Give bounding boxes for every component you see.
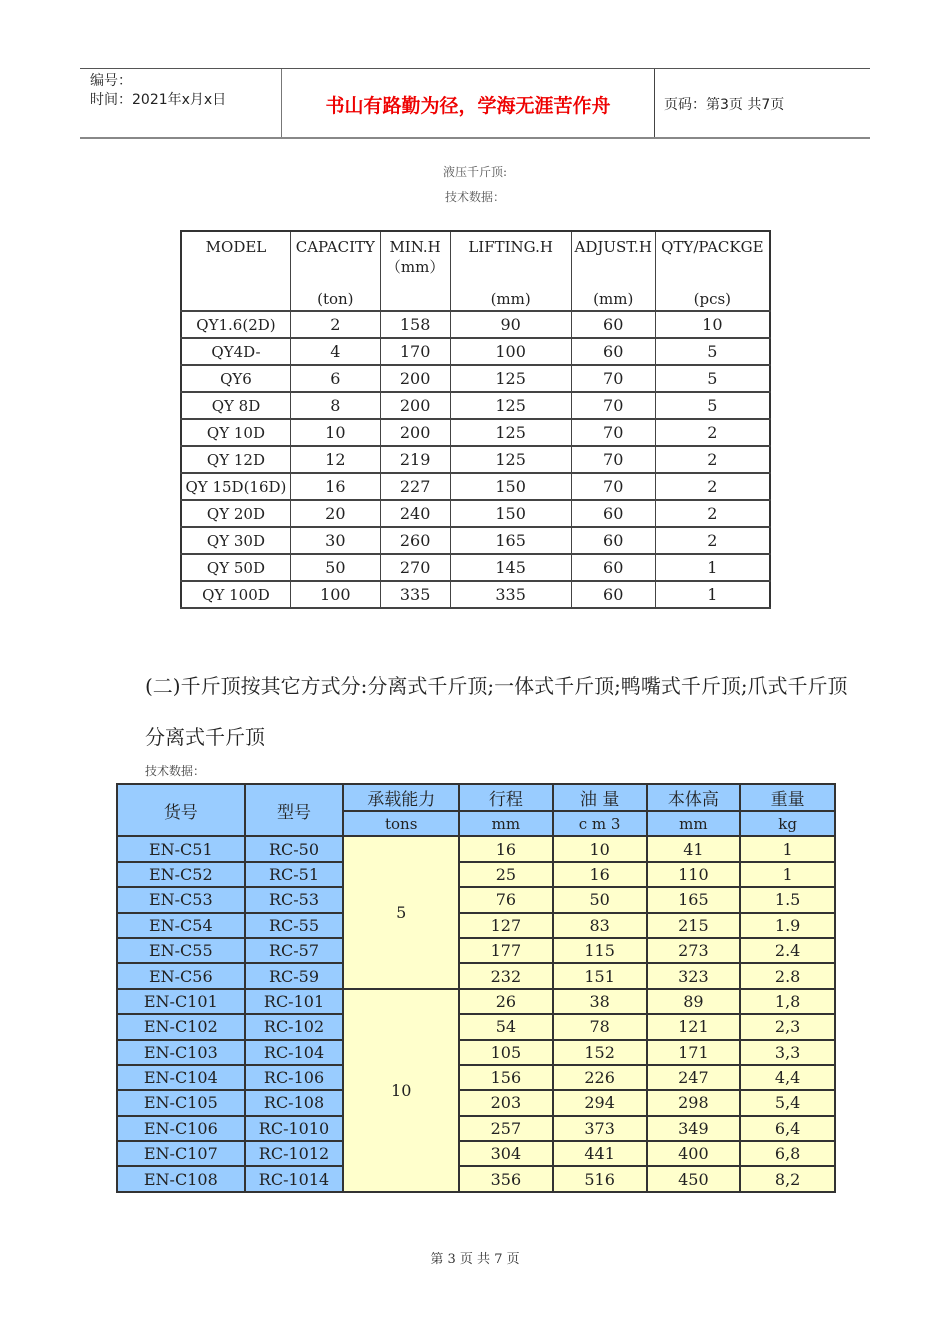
- table-cell: 30: [290, 527, 380, 554]
- table-row: [117, 1065, 835, 1090]
- column-unit: (pcs): [693, 290, 732, 308]
- item-number-cell: EN-C56: [117, 963, 245, 988]
- table-cell: 270: [380, 554, 450, 581]
- item-number-cell: EN-C104: [117, 1065, 245, 1090]
- section2-heading: (二)千斤顶按其它方式分:分离式千斤顶;一体式千斤顶;鸭嘴式千斤顶;爪式千斤顶: [145, 674, 848, 698]
- table-cell: 2: [290, 311, 380, 338]
- model-cell: QY 15D(16D): [181, 473, 290, 500]
- table-cell: 165: [647, 887, 741, 912]
- table-cell: 400: [647, 1141, 741, 1166]
- table-cell: 1: [740, 836, 835, 861]
- table-cell: 335: [380, 581, 450, 608]
- table-cell: 257: [459, 1116, 553, 1141]
- column-header: [655, 231, 770, 311]
- table-cell: 200: [380, 365, 450, 392]
- header-meta: [90, 72, 226, 110]
- model-cell: RC-102: [245, 1014, 344, 1039]
- table-cell: 170: [380, 338, 450, 365]
- table-cell: 10: [553, 836, 647, 861]
- section2-subtitle: 技术数据：: [145, 764, 206, 778]
- section2-subheading: 分离式千斤顶: [145, 725, 265, 749]
- table-cell: 450: [647, 1166, 741, 1191]
- model-cell: RC-57: [245, 938, 344, 963]
- capacity-cell: 5: [343, 836, 459, 988]
- table-cell: 90: [450, 311, 571, 338]
- table-cell: 203: [459, 1090, 553, 1115]
- column-header: [290, 231, 380, 311]
- table-cell: 89: [647, 989, 741, 1014]
- table-cell: 3,3: [740, 1040, 835, 1065]
- table-cell: 177: [459, 938, 553, 963]
- table-cell: 2.8: [740, 963, 835, 988]
- table-cell: 273: [647, 938, 741, 963]
- model-cell: RC-1012: [245, 1141, 344, 1166]
- table-cell: 247: [647, 1065, 741, 1090]
- column-header: 行程: [459, 784, 553, 811]
- table-cell: 16: [459, 836, 553, 861]
- table-row: [181, 473, 770, 500]
- page-footer: 第 3 页 共 7 页: [430, 1252, 520, 1267]
- table-cell: 70: [571, 473, 655, 500]
- section1-title: 液压千斤顶:: [442, 165, 508, 179]
- column-unit: c m 3: [553, 811, 647, 836]
- table-cell: 110: [647, 862, 741, 887]
- table-cell: 240: [380, 500, 450, 527]
- model-cell: RC-51: [245, 862, 344, 887]
- column-header: 本体高: [647, 784, 741, 811]
- table-row: [117, 1166, 835, 1191]
- model-cell: RC-1014: [245, 1166, 344, 1191]
- table-cell: 1.5: [740, 887, 835, 912]
- table-cell: 215: [647, 913, 741, 938]
- table-cell: 10: [655, 311, 770, 338]
- table-cell: 5,4: [740, 1090, 835, 1115]
- table-cell: 60: [571, 581, 655, 608]
- header-row: [117, 784, 835, 811]
- table-cell: 70: [571, 419, 655, 446]
- column-header: 货号: [117, 784, 245, 836]
- table-cell: 151: [553, 963, 647, 988]
- model-cell: RC-55: [245, 913, 344, 938]
- table-row: [117, 1014, 835, 1039]
- table-cell: 10: [290, 419, 380, 446]
- table-cell: 150: [450, 473, 571, 500]
- page-header: [80, 68, 870, 139]
- table-cell: 100: [450, 338, 571, 365]
- column-name: MIN.H（mm）: [385, 238, 445, 276]
- item-number-cell: EN-C53: [117, 887, 245, 912]
- column-header: 型号: [245, 784, 344, 836]
- model-cell: RC-53: [245, 887, 344, 912]
- table-cell: 1,8: [740, 989, 835, 1014]
- table-cell: 76: [459, 887, 553, 912]
- column-unit: mm: [647, 811, 741, 836]
- table-cell: 6: [290, 365, 380, 392]
- table-cell: 349: [647, 1116, 741, 1141]
- table-cell: 2: [655, 500, 770, 527]
- column-header: 承载能力: [343, 784, 459, 811]
- column-header: [181, 231, 290, 311]
- item-number-cell: EN-C54: [117, 913, 245, 938]
- column-unit: (ton): [317, 290, 354, 308]
- table-row: [181, 311, 770, 338]
- table-row: [117, 938, 835, 963]
- table-row: [117, 836, 835, 861]
- table-cell: 70: [571, 446, 655, 473]
- table-row: [117, 963, 835, 988]
- column-name: MODEL: [205, 238, 267, 256]
- table-cell: 60: [571, 311, 655, 338]
- table-cell: 70: [571, 365, 655, 392]
- model-cell: RC-50: [245, 836, 344, 861]
- table-cell: 1: [655, 581, 770, 608]
- table-row: [117, 1040, 835, 1065]
- table-cell: 226: [553, 1065, 647, 1090]
- model-cell: QY 50D: [181, 554, 290, 581]
- column-name: QTY/PACKGE: [661, 238, 764, 256]
- number-label: 编号：: [90, 73, 132, 89]
- column-unit: mm: [459, 811, 553, 836]
- column-unit: (mm): [593, 290, 634, 308]
- table-cell: 8: [290, 392, 380, 419]
- table-cell: 50: [290, 554, 380, 581]
- motto: 书山有路勤为径，学海无涯苦作舟: [325, 95, 611, 117]
- table-row: [181, 419, 770, 446]
- model-cell: QY 30D: [181, 527, 290, 554]
- table-cell: 373: [553, 1116, 647, 1141]
- item-number-cell: EN-C103: [117, 1040, 245, 1065]
- table-cell: 145: [450, 554, 571, 581]
- table-row: [181, 527, 770, 554]
- table-cell: 70: [571, 392, 655, 419]
- model-cell: QY1.6(2D): [181, 311, 290, 338]
- table-row: [117, 1141, 835, 1166]
- table-cell: 1.9: [740, 913, 835, 938]
- capacity-cell: 10: [343, 989, 459, 1192]
- table-cell: 260: [380, 527, 450, 554]
- table-cell: 156: [459, 1065, 553, 1090]
- table-cell: 125: [450, 446, 571, 473]
- page-label: 页码：第3页 共7页: [664, 97, 785, 113]
- table-cell: 60: [571, 554, 655, 581]
- table-cell: 294: [553, 1090, 647, 1115]
- table-cell: 227: [380, 473, 450, 500]
- table-cell: 60: [571, 500, 655, 527]
- model-cell: RC-101: [245, 989, 344, 1014]
- table-cell: 232: [459, 963, 553, 988]
- table-cell: 60: [571, 527, 655, 554]
- table-cell: 26: [459, 989, 553, 1014]
- table-cell: 6,8: [740, 1141, 835, 1166]
- table-cell: 4,4: [740, 1065, 835, 1090]
- item-number-cell: EN-C101: [117, 989, 245, 1014]
- table-row: [117, 862, 835, 887]
- model-cell: RC-59: [245, 963, 344, 988]
- item-number-cell: EN-C106: [117, 1116, 245, 1141]
- divider: [654, 69, 655, 137]
- table-row: [181, 581, 770, 608]
- table-cell: 125: [450, 365, 571, 392]
- model-cell: QY 20D: [181, 500, 290, 527]
- model-cell: QY 100D: [181, 581, 290, 608]
- table-cell: 152: [553, 1040, 647, 1065]
- table-cell: 83: [553, 913, 647, 938]
- hydraulic-jack-table: [180, 230, 771, 609]
- table-cell: 2: [655, 446, 770, 473]
- table-cell: 516: [553, 1166, 647, 1191]
- table-cell: 127: [459, 913, 553, 938]
- table-cell: 60: [571, 338, 655, 365]
- column-header: [380, 231, 450, 311]
- table-cell: 2: [655, 527, 770, 554]
- model-cell: QY 8D: [181, 392, 290, 419]
- column-name: LIFTING.H: [468, 238, 553, 256]
- table-row: [181, 500, 770, 527]
- table-cell: 2.4: [740, 938, 835, 963]
- table-cell: 335: [450, 581, 571, 608]
- table-cell: 54: [459, 1014, 553, 1039]
- table-cell: 78: [553, 1014, 647, 1039]
- table-row: [181, 365, 770, 392]
- table-row: [117, 1116, 835, 1141]
- table-row: [181, 554, 770, 581]
- column-header: 重量: [740, 784, 835, 811]
- model-cell: RC-104: [245, 1040, 344, 1065]
- item-number-cell: EN-C52: [117, 862, 245, 887]
- model-cell: RC-106: [245, 1065, 344, 1090]
- model-cell: RC-1010: [245, 1116, 344, 1141]
- item-number-cell: EN-C108: [117, 1166, 245, 1191]
- split-jack-table: [116, 783, 836, 1193]
- model-cell: QY 10D: [181, 419, 290, 446]
- table-row: [117, 913, 835, 938]
- table-cell: 8,2: [740, 1166, 835, 1191]
- table-cell: 165: [450, 527, 571, 554]
- column-unit: kg: [740, 811, 835, 836]
- table-row: [117, 1090, 835, 1115]
- item-number-cell: EN-C55: [117, 938, 245, 963]
- table-cell: 1: [655, 554, 770, 581]
- table-cell: 158: [380, 311, 450, 338]
- table-cell: 5: [655, 392, 770, 419]
- table-cell: 5: [655, 365, 770, 392]
- column-unit: tons: [343, 811, 459, 836]
- table-cell: 20: [290, 500, 380, 527]
- table-cell: 4: [290, 338, 380, 365]
- table-cell: 16: [553, 862, 647, 887]
- date-label: 时间：2021年x月x日: [90, 92, 227, 108]
- table-cell: 219: [380, 446, 450, 473]
- table-cell: 441: [553, 1141, 647, 1166]
- table-cell: 323: [647, 963, 741, 988]
- table-cell: 105: [459, 1040, 553, 1065]
- column-header: 油 量: [553, 784, 647, 811]
- table-cell: 125: [450, 392, 571, 419]
- column-header: [450, 231, 571, 311]
- model-cell: RC-108: [245, 1090, 344, 1115]
- table-row: [181, 446, 770, 473]
- table-cell: 100: [290, 581, 380, 608]
- model-cell: QY6: [181, 365, 290, 392]
- table-cell: 50: [553, 887, 647, 912]
- item-number-cell: EN-C51: [117, 836, 245, 861]
- table-cell: 41: [647, 836, 741, 861]
- table-row: [181, 338, 770, 365]
- table-cell: 5: [655, 338, 770, 365]
- column-unit: (mm): [490, 290, 531, 308]
- table-cell: 2: [655, 473, 770, 500]
- model-cell: QY4D-: [181, 338, 290, 365]
- table-cell: 16: [290, 473, 380, 500]
- table-cell: 304: [459, 1141, 553, 1166]
- table-cell: 298: [647, 1090, 741, 1115]
- table-row: [117, 989, 835, 1014]
- table-cell: 115: [553, 938, 647, 963]
- table-cell: 6,4: [740, 1116, 835, 1141]
- table-cell: 1: [740, 862, 835, 887]
- section1-subtitle: 技术数据：: [444, 190, 505, 204]
- table-cell: 2,3: [740, 1014, 835, 1039]
- item-number-cell: EN-C105: [117, 1090, 245, 1115]
- table-cell: 356: [459, 1166, 553, 1191]
- item-number-cell: EN-C102: [117, 1014, 245, 1039]
- table-cell: 12: [290, 446, 380, 473]
- column-name: ADJUST.H: [574, 238, 652, 256]
- table-cell: 125: [450, 419, 571, 446]
- table-cell: 2: [655, 419, 770, 446]
- table-cell: 25: [459, 862, 553, 887]
- table-row: [181, 392, 770, 419]
- table-cell: 171: [647, 1040, 741, 1065]
- table-cell: 150: [450, 500, 571, 527]
- table-cell: 38: [553, 989, 647, 1014]
- column-header: [571, 231, 655, 311]
- table-cell: 200: [380, 392, 450, 419]
- column-name: CAPACITY: [295, 238, 375, 256]
- table-cell: 121: [647, 1014, 741, 1039]
- table-row: [117, 887, 835, 912]
- item-number-cell: EN-C107: [117, 1141, 245, 1166]
- model-cell: QY 12D: [181, 446, 290, 473]
- table-cell: 200: [380, 419, 450, 446]
